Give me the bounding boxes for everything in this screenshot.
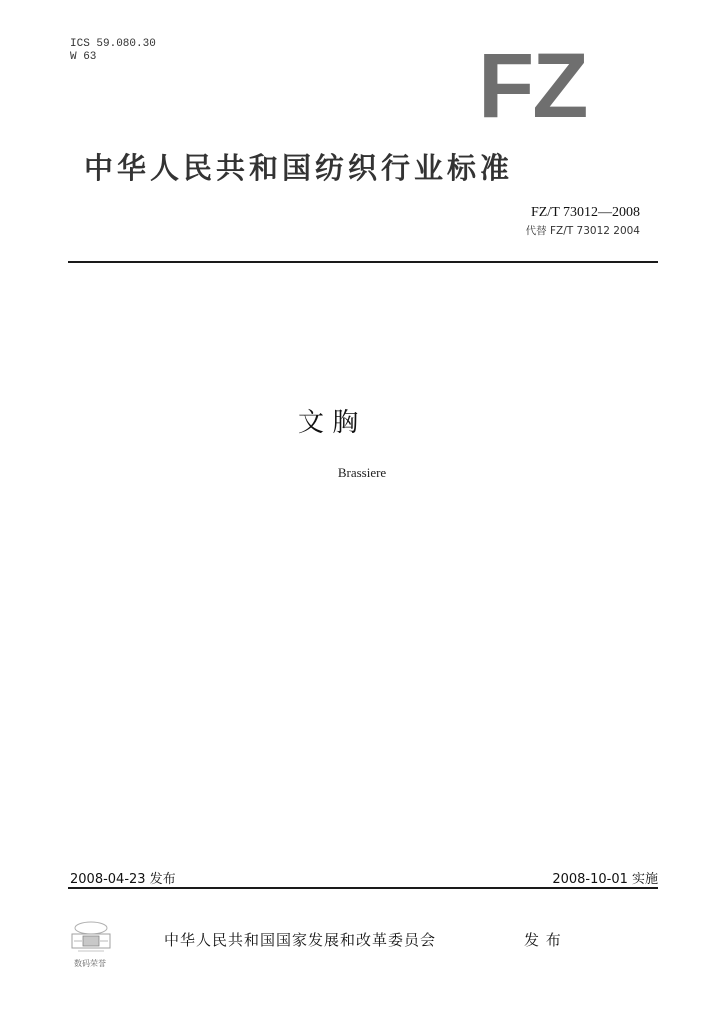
standard-number: FZ/T 73012—2008 [530,205,640,220]
classification-code: W 63 [70,51,97,63]
seal-caption: 数码荣誉 [74,959,106,968]
standard-category-title: 中华人民共和国纺织行业标准 [84,151,514,185]
footer-divider [68,887,658,889]
header-divider [68,261,658,263]
publish-label: 发 布 [524,931,562,949]
issue-date: 2008-04-23 发布 [70,872,176,887]
replaces-standard: 代替 FZ/T 73012 2004 [525,225,640,237]
ics-code: ICS 59.080.30 [70,38,156,50]
publisher-seal-icon [66,918,116,958]
document-subtitle: Brassiere [337,465,387,480]
fz-logo: FZ [478,35,587,137]
issuing-authority: 中华人民共和国国家发展和改革委员会 [164,931,437,949]
implementation-date: 2008-10-01 实施 [552,872,658,887]
document-title: 文 胸 [298,408,359,438]
